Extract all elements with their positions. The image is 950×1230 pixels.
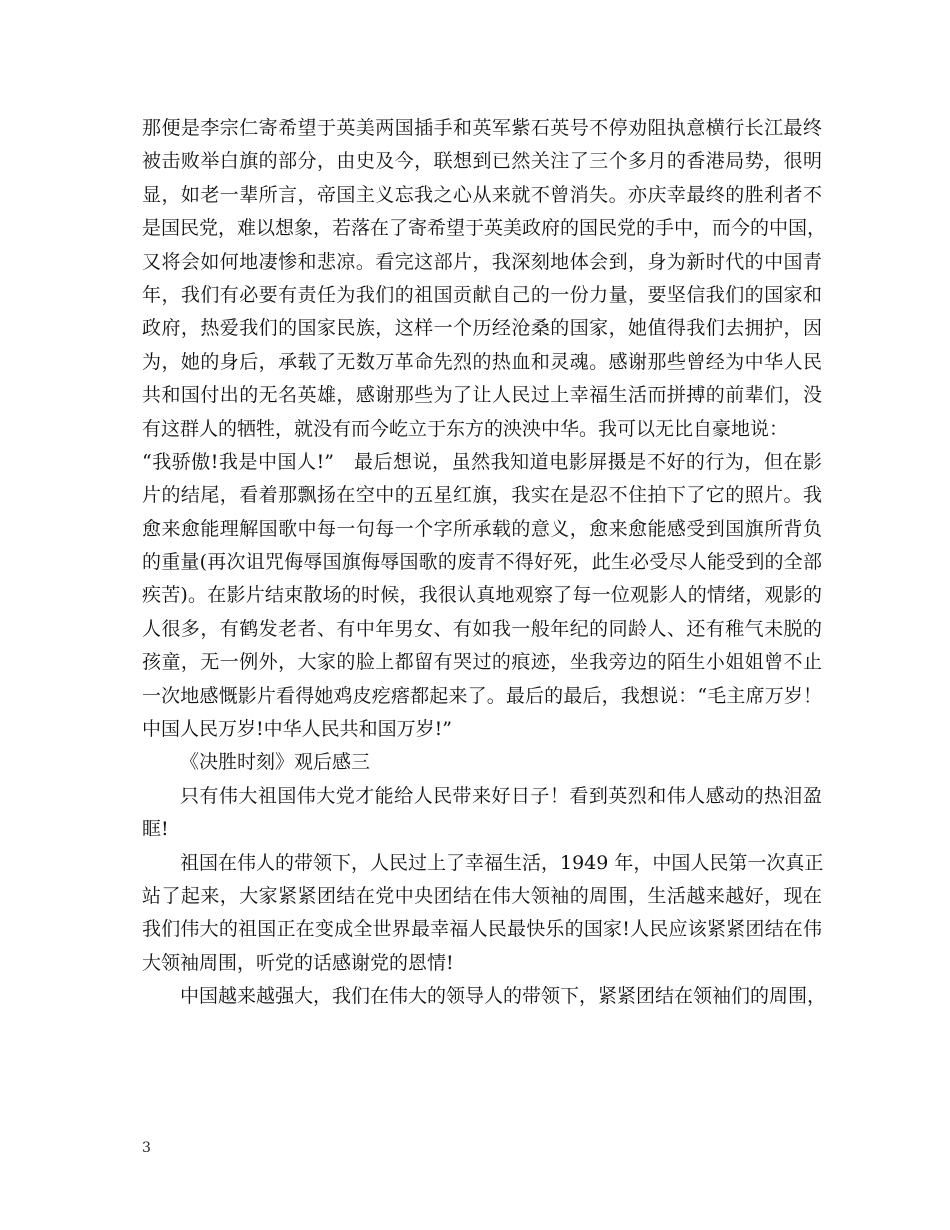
text-line: 一次地感慨影片看得她鸡皮疙瘩都起来了。最后的最后，我想说：“毛主席万岁！ <box>142 684 822 707</box>
text-line: 中国人民万岁!中华人民共和国万岁!” <box>142 718 452 741</box>
text-line: 共和国付出的无名英雄，感谢那些为了让人民过上幸福生活而拼搏的前辈们，没 <box>142 384 822 407</box>
text-line: 被击败举白旗的部分，由史及今，联想到已然关注了三个多月的香港局势，很明 <box>142 150 822 173</box>
text-line: “我骄傲!我是中国人!” 最后想说，虽然我知道电影屏摄是不好的行为，但在影 <box>142 450 822 473</box>
text-line: 愈来愈能理解国歌中每一句每一个字所承载的意义，愈来愈能感受到国旗所背负 <box>142 517 822 540</box>
text-line: 片的结尾，看着那飘扬在空中的五星红旗，我实在是忍不住拍下了它的照片。我 <box>142 484 822 507</box>
paragraph-2 <box>142 847 822 981</box>
text-line: 眶! <box>142 818 169 841</box>
text-line: 孩童，无一例外，大家的脸上都留有哭过的痕迹，坐我旁边的陌生小姐姐曾不止 <box>142 651 822 674</box>
text-line: 大领袖周围，听党的话感谢党的恩情! <box>142 951 454 974</box>
text-line: 有这群人的牺牲，就没有而今屹立于东方的泱泱中华。我可以无比自豪地说： <box>142 417 789 440</box>
page-number: 3 <box>142 1140 151 1156</box>
text-line: 中国越来越强大，我们在伟大的领导人的带领下，紧紧团结在领袖们的周围， <box>180 985 827 1008</box>
text-line: 祖国在伟人的带领下，人民过上了幸福生活，1949 年，中国人民第一次真正 <box>180 851 824 874</box>
text-line: 只有伟大祖国伟大党才能给人民带来好日子！看到英烈和伟人感动的热泪盈 <box>180 784 822 807</box>
text-line: 年，我们有必要有责任为我们的祖国贡献自己的一份力量，要坚信我们的国家和 <box>142 283 822 306</box>
text-line: 显，如老一辈所言，帝国主义忘我之心从来就不曾消失。亦庆幸最终的胜利者不 <box>142 183 822 206</box>
text-line: 疾苦)。在影片结束散场的时候，我很认真地观察了每一位观影人的情绪，观影的 <box>142 584 822 607</box>
paragraph-1 <box>142 780 822 847</box>
text-line: 站了起来，大家紧紧团结在党中央团结在伟大领袖的周围，生活越来越好，现在 <box>142 884 822 907</box>
text-line: 的重量(再次诅咒侮辱国旗侮辱国歌的废青不得好死，此生必受尽人能受到的全部 <box>142 551 822 574</box>
text-line: 为，她的身后，承载了无数万革命先烈的热血和灵魂。感谢那些曾经为中华人民 <box>142 350 822 373</box>
paragraph-continuation <box>142 112 827 746</box>
text-line: 我们伟大的祖国正在变成全世界最幸福人民最快乐的国家!人民应该紧紧团结在伟 <box>142 918 822 941</box>
section-title: 《决胜时刻》观后感三 <box>180 751 371 774</box>
text-line: 人很多，有鹤发老者、有中年男女、有如我一般年纪的同龄人、还有稚气未脱的 <box>142 617 822 640</box>
document-body <box>142 112 827 1014</box>
text-line: 政府，热爱我们的国家民族，这样一个历经沧桑的国家，她值得我们去拥护，因 <box>142 317 822 340</box>
text-line: 那便是李宗仁寄希望于英美两国插手和英军紫石英号不停劝阻执意横行长江最终 <box>142 117 822 139</box>
text-line: 是国民党，难以想象，若落在了寄希望于英美政府的国民党的手中，而今的中国， <box>142 217 827 240</box>
text-line: 又将会如何地凄惨和悲凉。看完这部片，我深刻地体会到，身为新时代的中国青 <box>142 250 822 273</box>
paragraph-3 <box>142 980 827 1013</box>
